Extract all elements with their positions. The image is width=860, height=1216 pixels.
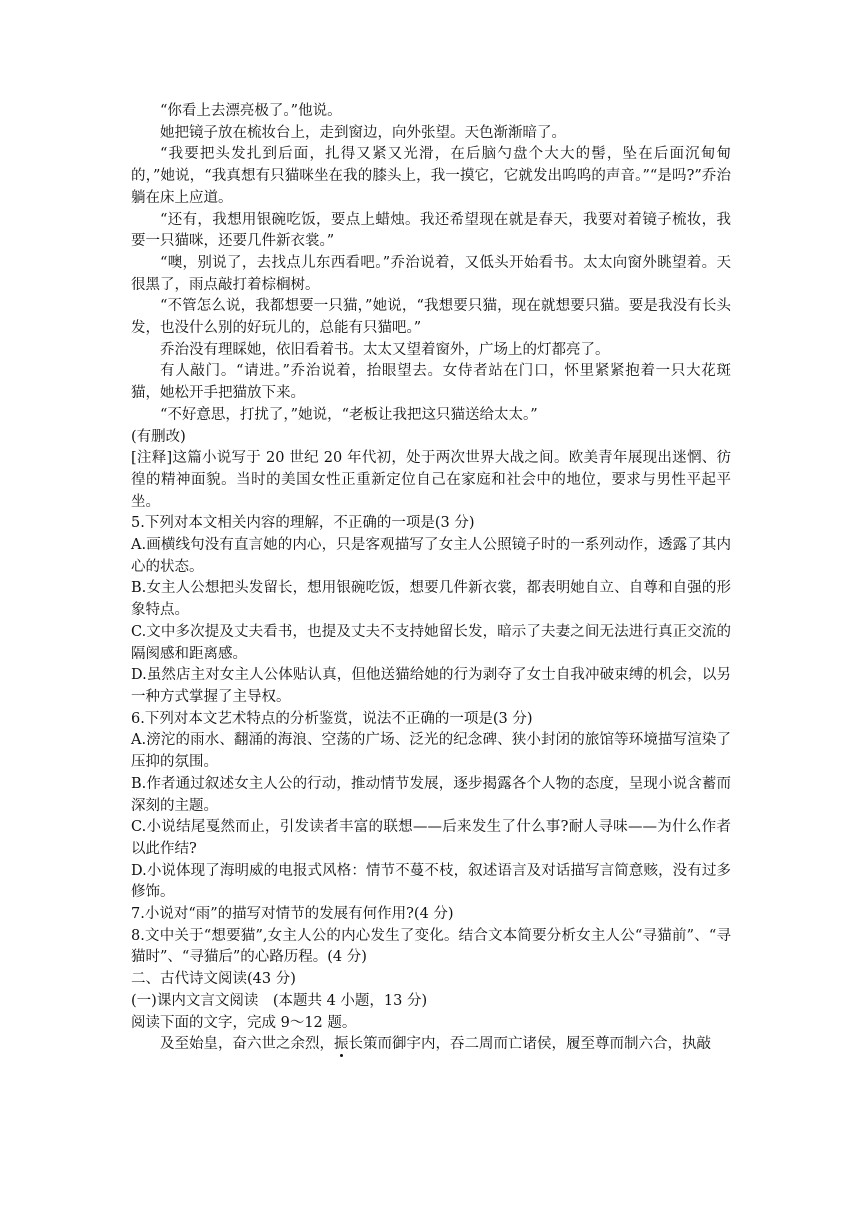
classical-passage [131,1034,731,1056]
question-6-option-d: D.小说体现了海明威的电报式风格：情节不蔓不枝，叙述语言及对话描写言简意赅，没有过多修饰。 [131,862,731,901]
story-paragraph: “还有，我想用银碗吃饭，要点上蜡烛。我还希望现在就是春天，我要对着镜子梳妆，我要一只猫咪，还要几件新衣裳。” [131,211,731,250]
story-paragraph: “我要把头发扎到后面，扎得又紧又光滑，在后脑勺盘个大大的髻，坠在后面沉甸甸的，”她说，“我真想有只猫咪坐在我的膝头上，我一摸它，它就发出呜呜的声音。”“是吗?”乔治躺在床上应道。 [131,146,731,206]
story-paragraph: “噢，别说了，去找点儿东西看吧。”乔治说着，又低头开始看书。太太向窗外眺望着。天很黑了，雨点敲打着棕榈树。 [131,254,731,293]
question-6-stem: 6.下列对本文艺术特点的分析鉴赏，说法不正确的一项是(3 分) [131,710,533,727]
question-5-option-b: B.女主人公想把头发留长，想用银碗吃饭，想要几件新衣裳，都表明她自立、自尊和自强的形象特点。 [131,580,731,619]
story-paragraph: 她把镜子放在梳妆台上，走到窗边，向外张望。天色渐渐暗了。 [160,124,566,141]
annotation-note: [注释]这篇小说写于 20 世纪 20 年代初，处于两次世界大战之间。欧美青年展现出迷惘、彷徨的精神面貌。当时的美国女性正重新定位自己在家庭和社会中的地位，要求与男性平起平坐。 [131,450,731,510]
question-5-stem: 5.下列对本文相关内容的理解，不正确的一项是(3 分) [131,515,475,532]
subsection-heading: (一)课内文言文阅读 (本题共 4 小题，13 分) [131,992,428,1009]
question-5-option-c: C.文中多次提及丈夫看书，也提及丈夫不支持她留长发，暗示了夫妻之间无法进行真正交流的隔阂感和距离感。 [131,623,731,662]
story-paragraph: 有人敲门。“请进。”乔治说着，抬眼望去。女侍者站在门口，怀里紧紧抱着一只大花斑猫，她松开手把猫放下来。 [131,363,731,402]
reading-instruction: 阅读下面的文字，完成 9～12 题。 [131,1014,357,1031]
section-heading: 二、古代诗文阅读(43 分) [131,971,296,988]
story-paragraph: “你看上去漂亮极了。”他说。 [160,103,342,119]
question-6-option-c: C.小说结尾戛然而止，引发读者丰富的联想——后来发生了什么事?耐人寻味——为什么作者以此作结? [131,819,731,857]
question-6-option-b: B.作者通过叙述女主人公的行动，推动情节发展，逐步揭露各个人物的态度，呈现小说含蓄而深刻的主题。 [131,775,731,814]
story-paragraph: “不管怎么说，我都想要一只猫，”她说，“我想要只猫，现在就想要只猫。要是我没有长头发，也没什么别的好玩儿的，总能有只猫吧。” [131,298,731,337]
passage-text: 长策而御宇内，吞二周而亡诸侯，履至尊而制六合，执敲 [348,1036,711,1053]
edited-note: (有删改) [131,428,186,445]
story-paragraph: “不好意思，打扰了，”她说，“老板让我把这只猫送给太太。” [160,406,538,423]
story-paragraph: 乔治没有理睬她，依旧看着书。太太又望着窗外，广场上的灯都亮了。 [160,341,610,358]
question-8: 8.文中关于“想要猫”,女主人公的内心发生了变化。结合文本简要分析女主人公“寻猫前”、“寻猫时”、“寻猫后”的心路历程。(4 分) [131,927,731,966]
question-7: 7.小说对“雨”的描写对情节的发展有何作用?(4 分) [131,906,454,923]
question-5-option-a: A.画横线句没有直言她的内心，只是客观描写了女主人公照镜子时的一系列动作，透露了其内心的状态。 [131,537,731,575]
emphasis-dot-character: 振 [334,1036,349,1053]
question-6-option-a: A.滂沱的雨水、翻涌的海浪、空荡的广场、泛光的纪念碑、狭小封闭的旅馆等环境描写渲染了压抑的氛围。 [131,732,731,771]
question-5-option-d: D.虽然店主对女主人公体贴认真，但他送猫给她的行为剥夺了女士自我冲破束缚的机会，以另一种方式掌握了主导权。 [131,667,731,705]
exam-page [131,101,731,1056]
passage-text: 及至始皇，奋六世之余烈， [160,1036,334,1053]
